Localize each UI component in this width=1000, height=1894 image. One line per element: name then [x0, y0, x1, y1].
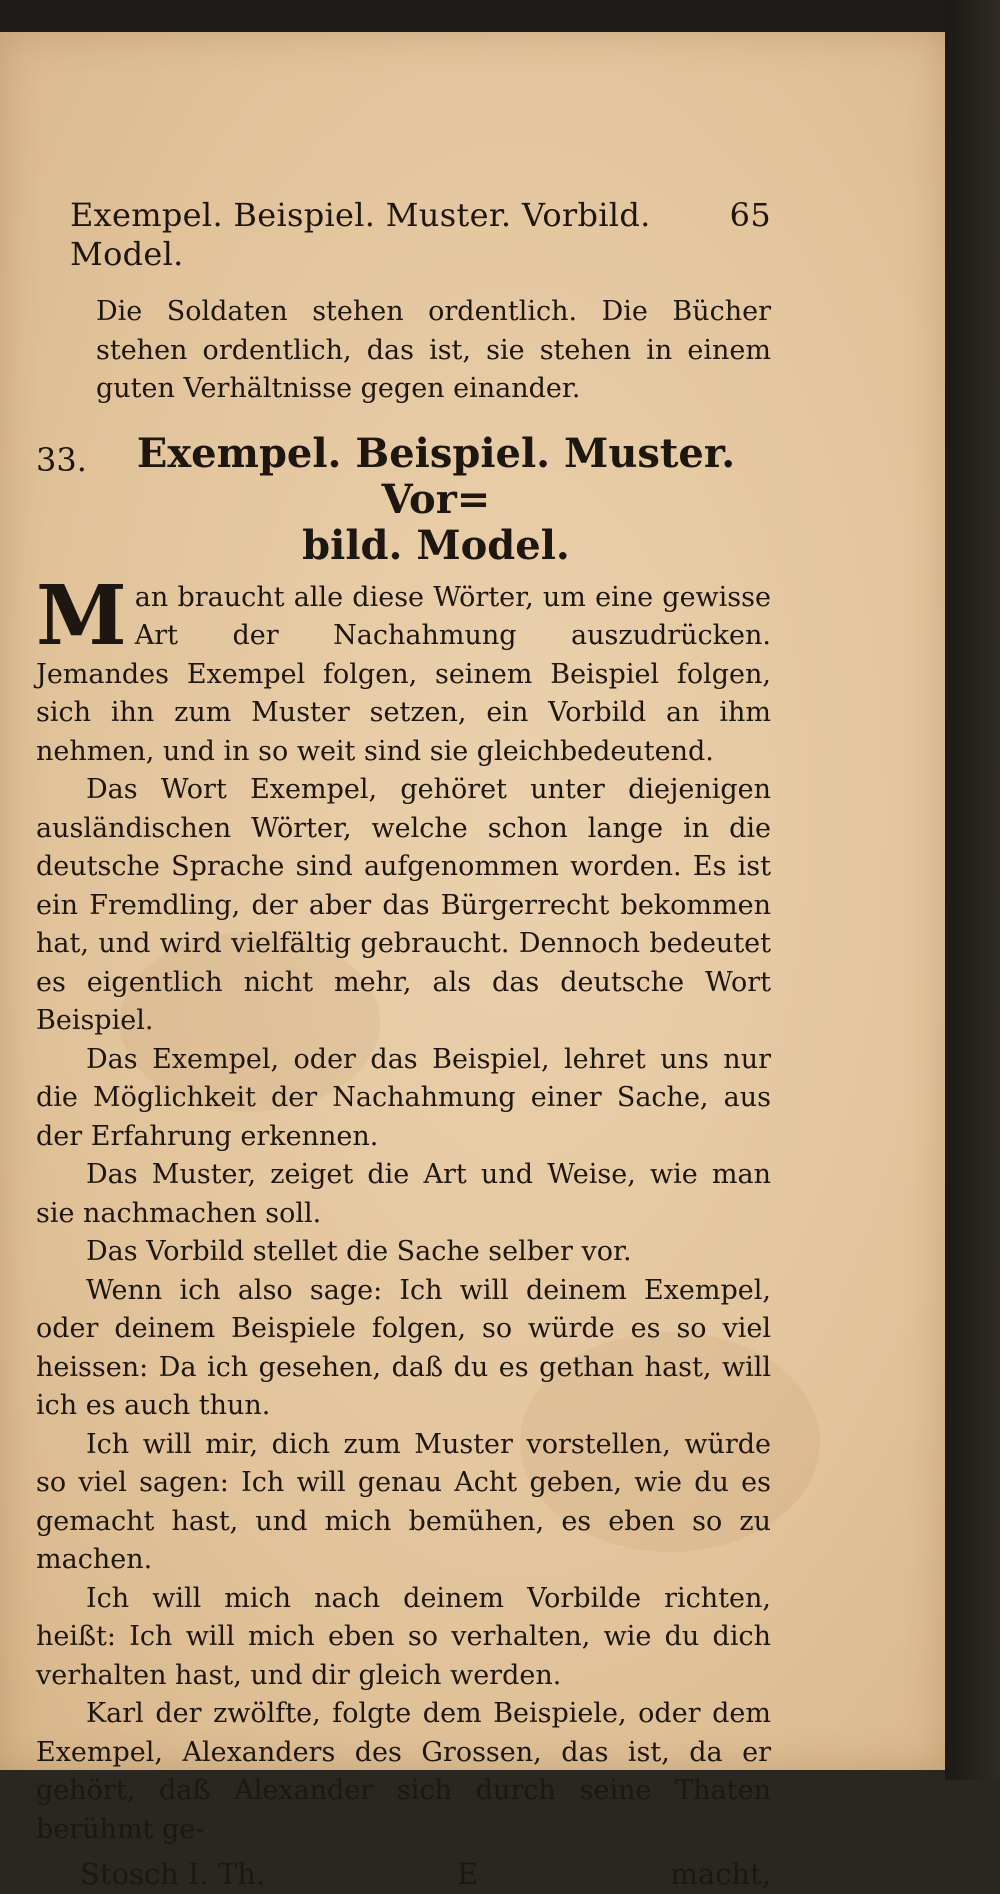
paragraph-2: Das Wort Exempel, gehöret unter diejenigen ausländischen Wörter, welche schon lange in die deutsche Sprache sind aufgenommen worden. Es ist ein Fremdling, der aber das Bürgerrecht bekommen hat, und wird vielfältig gebraucht. Dennoch bedeutet es eigentlich nicht mehr, als das deutsche Wort Beispiel.: [36, 774, 771, 1036]
paragraph-4: Das Muster, zeiget die Art und Weise, wie man sie nachmachen soll.: [36, 1159, 771, 1229]
running-title: Exempel. Beispiel. Muster. Vorbild. Model.: [70, 196, 651, 273]
section-heading: [101, 431, 771, 569]
sheet-mark: E: [457, 1857, 479, 1891]
paragraph-7: Ich will mir, dich zum Muster vorstellen, würde so viel sagen: Ich will genau Acht geben, wie du es gemacht hast, und mich bemühen, es eben so zu machen.: [36, 1428, 771, 1575]
catchword: macht,: [670, 1857, 771, 1891]
top-edge-shadow: [0, 0, 1000, 32]
book-edge-shadow: [945, 0, 1000, 1780]
section-number: 33.: [36, 440, 87, 479]
first-paragraph: [36, 567, 771, 772]
running-head: [70, 196, 771, 273]
signature-mark: Stosch I. Th.: [80, 1857, 266, 1891]
section-title: [36, 431, 771, 569]
paragraph-9: Karl der zwölfte, folgte dem Beispiele, oder dem Exempel, Alexanders des Grossen, das ist, da er gehört, daß Alexander sich durch seine Thaten berühmt ge-: [36, 1698, 771, 1845]
section-heading-line2: bild. Model.: [302, 521, 570, 569]
paragraph-6: Wenn ich also sage: Ich will deinem Exempel, oder deinem Beispiele folgen, so würde es so viel heissen: Da ich gesehen, daß du es gethan hast, will ich es auch thun.: [36, 1274, 771, 1421]
text-block: [36, 196, 771, 1894]
paragraph-1: an braucht alle diese Wörter, um eine gewisse Art der Nachahmung auszudrücken. Jemandes Exempel folgen, seinem Beispiel folgen, sich ihn zum Muster setzen, ein Vorbild an ihm nehmen, und in so weit sind sie gleichbedeutend.: [36, 581, 771, 767]
section-heading-line1: Exempel. Beispiel. Muster. Vor=: [136, 429, 736, 523]
page-footer: [36, 1855, 771, 1894]
page-number: 65: [729, 196, 771, 234]
paragraph-3: Das Exempel, oder das Beispiel, lehret uns nur die Möglichkeit der Nachahmung einer Sache, aus der Erfahrung erkennen.: [36, 1043, 771, 1152]
paragraph-8: Ich will mich nach deinem Vorbilde richten, heißt: Ich will mich eben so verhalten, wie du dich verhalten hast, und dir gleich werden.: [36, 1582, 771, 1691]
intro-paragraph: Die Soldaten stehen ordentlich. Die Bücher stehen ordentlich, das ist, sie stehen in einem guten Verhältnisse gegen einander.: [96, 296, 771, 404]
paragraph-5: Das Vorbild stellet die Sache selber vor.: [86, 1236, 632, 1267]
drop-cap: M: [36, 567, 127, 664]
book-page: [0, 32, 945, 1891]
